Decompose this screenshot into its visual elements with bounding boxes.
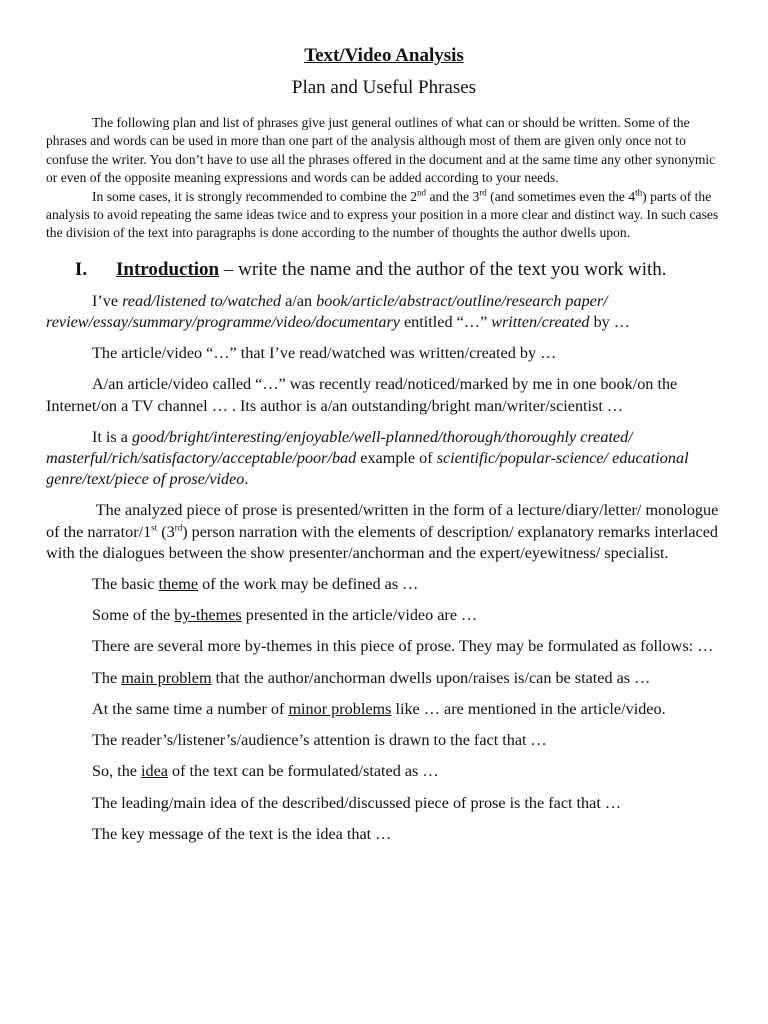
phrase-paragraph: The basic theme of the work may be defined as … [92, 575, 419, 594]
intro-paragraph-2: In some cases, it is strongly recommended to combine the 2nd and the 3rd (and sometimes even the 4th) parts of the analysis to avoid repeating the same ideas twice and to express your position in a more clear and distinct way. In such cases the division of the text into paragraphs is done according to the number of thoughts the author dwells upon. [46, 187, 719, 241]
phrase-paragraph: A/an article/video called “…” was recently read/noticed/marked by me in one book/on the Internet/on a TV channel … . Its author is a/an outstanding/bright man/writer/scientist … [46, 375, 678, 415]
section-number: I. [74, 258, 88, 280]
phrase-paragraph: The article/video “…” that I’ve read/watched was written/created by … [92, 344, 557, 363]
phrase-paragraph: I’ve read/listened to/watched a/an book/article/abstract/outline/research paper/ review/essay/summary/programme/video/documentary entitled “…” written/created by … [46, 291, 630, 332]
phrase-paragraph: The analyzed piece of prose is presented/written in the form of a lecture/diary/letter/ monologue of the narrator/1st (3rd) person narration with the elements of description/ explanatory remarks interlaced with the dialogues between the show presenter/anchorman and the expert/eyewitness/ specialist. [46, 501, 719, 562]
document-title: Text/Video Analysis [304, 45, 464, 66]
section-title: Introduction [116, 258, 220, 280]
phrase-paragraph: It is a good/bright/interesting/enjoyable/well-planned/thorough/thoroughly created/ masterful/rich/satisfactory/acceptable/poor/bad example of scientific/popular-science/ educational genre/text/piece of prose/video. [46, 427, 689, 489]
phrase-paragraph: The key message of the text is the idea that … [92, 824, 392, 843]
phrase-paragraph: So, the idea of the text can be formulated/stated as … [92, 762, 439, 781]
phrase-paragraph: There are several more by-themes in this piece of prose. They may be formulated as follows: … [92, 637, 714, 656]
document-subtitle: Plan and Useful Phrases [291, 77, 477, 98]
phrase-paragraph: At the same time a number of minor problems like … are mentioned in the article/video. [92, 699, 666, 718]
intro-paragraph-1: The following plan and list of phrases give just general outlines of what can or should be written. Some of the phrases and words can be used in more than one part of the analysis although most of them are given only once not to confuse the writer. You don’t have to use all the phrases offered in the document and at the same time any other synonymic or even of the opposite meaning expressions and words can be added according to your needs. [46, 115, 716, 186]
section-heading-introduction [46, 257, 722, 283]
phrase-paragraph: Some of the by-themes presented in the article/video are … [92, 606, 478, 625]
phrase-paragraph: The reader’s/listener’s/audience’s attention is drawn to the fact that … [92, 731, 547, 750]
phrase-paragraph: The leading/main idea of the described/discussed piece of prose is the fact that … [92, 793, 622, 812]
phrase-paragraph: The main problem that the author/anchorman dwells upon/raises is/can be stated as … [92, 668, 651, 687]
section-description: – write the name and the author of the text you work with. [219, 258, 667, 280]
